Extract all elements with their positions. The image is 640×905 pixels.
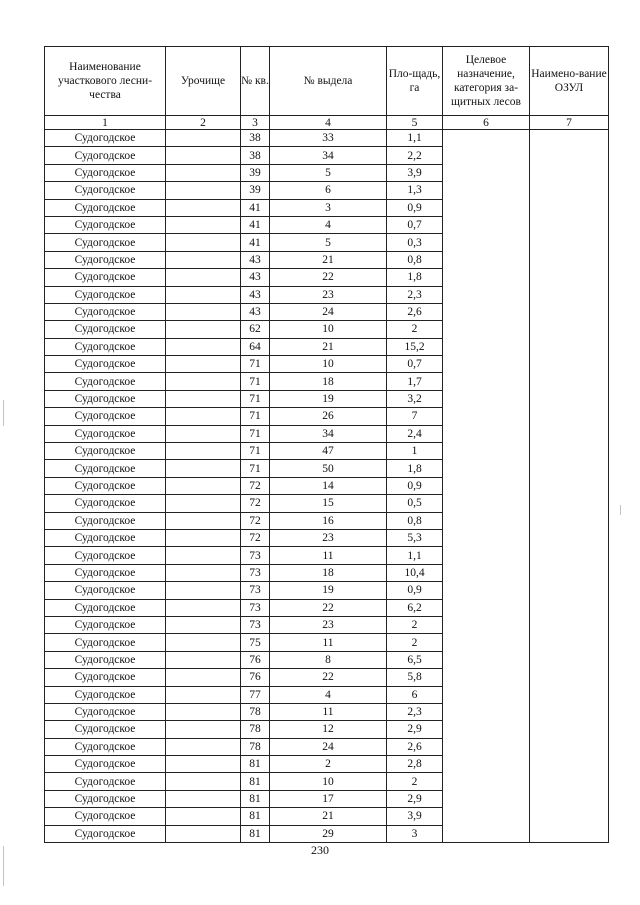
cell-area: 5,3 [387, 529, 443, 546]
cell-tract [166, 808, 241, 825]
cell-tract [166, 130, 241, 147]
cell-tract [166, 338, 241, 355]
cell-tract [166, 756, 241, 773]
cell-forestry-name: Судогодское [45, 669, 166, 686]
cell-quarter-number: 41 [241, 234, 270, 251]
cell-allotment-number: 18 [270, 373, 387, 390]
cell-quarter-number: 73 [241, 547, 270, 564]
cell-quarter-number: 71 [241, 425, 270, 442]
cell-allotment-number: 10 [270, 356, 387, 373]
cell-allotment-number: 19 [270, 390, 387, 407]
cell-tract [166, 634, 241, 651]
cell-allotment-number: 19 [270, 582, 387, 599]
cell-area: 6,2 [387, 599, 443, 616]
cell-allotment-number: 22 [270, 669, 387, 686]
cell-quarter-number: 62 [241, 321, 270, 338]
cell-forestry-name: Судогодское [45, 443, 166, 460]
cell-area: 2 [387, 634, 443, 651]
cell-forestry-name: Судогодское [45, 199, 166, 216]
cell-allotment-number: 21 [270, 808, 387, 825]
cell-area: 0,8 [387, 251, 443, 268]
header-area: Пло-щадь, га [387, 47, 443, 116]
cell-area: 3,9 [387, 164, 443, 181]
cell-tract [166, 356, 241, 373]
cell-forestry-name: Судогодское [45, 512, 166, 529]
cell-allotment-number: 3 [270, 199, 387, 216]
scan-edge-mark [620, 505, 621, 515]
cell-purpose-category-blank [443, 130, 530, 843]
cell-forestry-name: Судогодское [45, 599, 166, 616]
cell-forestry-name: Судогодское [45, 721, 166, 738]
table-body [45, 130, 609, 843]
cell-forestry-name: Судогодское [45, 616, 166, 633]
cell-tract [166, 512, 241, 529]
cell-quarter-number: 41 [241, 199, 270, 216]
cell-allotment-number: 23 [270, 616, 387, 633]
cell-forestry-name: Судогодское [45, 408, 166, 425]
cell-quarter-number: 43 [241, 251, 270, 268]
column-number-row [45, 116, 609, 130]
cell-forestry-name: Судогодское [45, 460, 166, 477]
cell-tract [166, 547, 241, 564]
cell-area: 2,9 [387, 790, 443, 807]
cell-quarter-number: 43 [241, 286, 270, 303]
cell-tract [166, 477, 241, 494]
cell-area: 2,8 [387, 756, 443, 773]
cell-forestry-name: Судогодское [45, 269, 166, 286]
cell-quarter-number: 71 [241, 443, 270, 460]
cell-allotment-number: 5 [270, 234, 387, 251]
cell-quarter-number: 38 [241, 147, 270, 164]
cell-forestry-name: Судогодское [45, 303, 166, 320]
cell-forestry-name: Судогодское [45, 756, 166, 773]
cell-allotment-number: 4 [270, 216, 387, 233]
table-header [45, 47, 609, 130]
cell-allotment-number: 47 [270, 443, 387, 460]
cell-quarter-number: 71 [241, 356, 270, 373]
cell-quarter-number: 78 [241, 721, 270, 738]
cell-area: 1 [387, 443, 443, 460]
cell-area: 0,9 [387, 582, 443, 599]
cell-area: 2,4 [387, 425, 443, 442]
cell-tract [166, 147, 241, 164]
cell-area: 2 [387, 321, 443, 338]
cell-forestry-name: Судогодское [45, 147, 166, 164]
cell-forestry-name: Судогодское [45, 477, 166, 494]
cell-quarter-number: 41 [241, 216, 270, 233]
cell-area: 1,1 [387, 547, 443, 564]
cell-allotment-number: 26 [270, 408, 387, 425]
cell-quarter-number: 81 [241, 756, 270, 773]
cell-tract [166, 425, 241, 442]
cell-quarter-number: 72 [241, 495, 270, 512]
cell-area: 3,9 [387, 808, 443, 825]
cell-tract [166, 582, 241, 599]
cell-forestry-name: Судогодское [45, 686, 166, 703]
cell-area: 1,1 [387, 130, 443, 147]
cell-tract [166, 373, 241, 390]
cell-quarter-number: 71 [241, 373, 270, 390]
header-forestry-name: Наименование участкового лесни-чества [45, 47, 166, 116]
cell-forestry-name: Судогодское [45, 529, 166, 546]
cell-quarter-number: 72 [241, 477, 270, 494]
cell-allotment-number: 4 [270, 686, 387, 703]
cell-allotment-number: 17 [270, 790, 387, 807]
cell-area: 0,8 [387, 512, 443, 529]
cell-forestry-name: Судогодское [45, 373, 166, 390]
cell-allotment-number: 24 [270, 738, 387, 755]
cell-forestry-name: Судогодское [45, 390, 166, 407]
cell-tract [166, 616, 241, 633]
header-tract: Урочище [166, 47, 241, 116]
cell-area: 7 [387, 408, 443, 425]
cell-forestry-name: Судогодское [45, 216, 166, 233]
cell-allotment-number: 34 [270, 425, 387, 442]
cell-area: 5,8 [387, 669, 443, 686]
cell-area: 2,9 [387, 721, 443, 738]
cell-quarter-number: 81 [241, 825, 270, 842]
cell-area: 1,3 [387, 182, 443, 199]
cell-tract [166, 269, 241, 286]
cell-allotment-number: 33 [270, 130, 387, 147]
cell-quarter-number: 71 [241, 408, 270, 425]
column-number: 5 [387, 116, 443, 130]
cell-forestry-name: Судогодское [45, 130, 166, 147]
cell-quarter-number: 38 [241, 130, 270, 147]
cell-tract [166, 651, 241, 668]
cell-tract [166, 495, 241, 512]
cell-tract [166, 721, 241, 738]
cell-area: 15,2 [387, 338, 443, 355]
cell-area: 0,7 [387, 356, 443, 373]
cell-allotment-number: 6 [270, 182, 387, 199]
cell-forestry-name: Судогодское [45, 547, 166, 564]
cell-tract [166, 460, 241, 477]
cell-forestry-name: Судогодское [45, 251, 166, 268]
column-number: 3 [241, 116, 270, 130]
cell-area: 2,3 [387, 286, 443, 303]
cell-forestry-name: Судогодское [45, 164, 166, 181]
cell-allotment-number: 21 [270, 251, 387, 268]
cell-quarter-number: 72 [241, 512, 270, 529]
cell-quarter-number: 43 [241, 269, 270, 286]
cell-allotment-number: 14 [270, 477, 387, 494]
cell-area: 2 [387, 616, 443, 633]
cell-tract [166, 251, 241, 268]
scan-edge-mark [3, 846, 4, 886]
cell-forestry-name: Судогодское [45, 634, 166, 651]
cell-tract [166, 390, 241, 407]
cell-quarter-number: 64 [241, 338, 270, 355]
cell-quarter-number: 78 [241, 738, 270, 755]
cell-area: 2,2 [387, 147, 443, 164]
page-number: 230 [311, 843, 329, 857]
cell-quarter-number: 71 [241, 460, 270, 477]
cell-tract [166, 216, 241, 233]
cell-allotment-number: 23 [270, 529, 387, 546]
cell-forestry-name: Судогодское [45, 286, 166, 303]
cell-forestry-name: Судогодское [45, 582, 166, 599]
cell-area: 1,8 [387, 460, 443, 477]
cell-quarter-number: 39 [241, 164, 270, 181]
cell-area: 2,6 [387, 303, 443, 320]
forest-allotment-table [44, 46, 609, 843]
cell-area: 0,3 [387, 234, 443, 251]
cell-tract [166, 825, 241, 842]
cell-ozul-name-blank [530, 130, 609, 843]
cell-area: 0,5 [387, 495, 443, 512]
cell-allotment-number: 24 [270, 303, 387, 320]
cell-area: 3,2 [387, 390, 443, 407]
cell-area: 6 [387, 686, 443, 703]
cell-area: 2,6 [387, 738, 443, 755]
cell-quarter-number: 81 [241, 773, 270, 790]
cell-quarter-number: 43 [241, 303, 270, 320]
cell-quarter-number: 73 [241, 616, 270, 633]
cell-tract [166, 790, 241, 807]
cell-tract [166, 182, 241, 199]
cell-tract [166, 703, 241, 720]
cell-quarter-number: 73 [241, 564, 270, 581]
cell-tract [166, 529, 241, 546]
cell-quarter-number: 76 [241, 651, 270, 668]
cell-quarter-number: 81 [241, 790, 270, 807]
cell-area: 0,9 [387, 477, 443, 494]
cell-tract [166, 686, 241, 703]
cell-allotment-number: 22 [270, 269, 387, 286]
cell-forestry-name: Судогодское [45, 790, 166, 807]
cell-quarter-number: 73 [241, 582, 270, 599]
cell-tract [166, 599, 241, 616]
header-quarter-number: № кв. [241, 47, 270, 116]
cell-allotment-number: 8 [270, 651, 387, 668]
cell-forestry-name: Судогодское [45, 564, 166, 581]
header-ozul-name: Наимено-вание ОЗУЛ [530, 47, 609, 116]
cell-quarter-number: 39 [241, 182, 270, 199]
cell-area: 2 [387, 773, 443, 790]
cell-tract [166, 669, 241, 686]
cell-tract [166, 164, 241, 181]
cell-forestry-name: Судогодское [45, 773, 166, 790]
cell-tract [166, 286, 241, 303]
column-number: 2 [166, 116, 241, 130]
cell-allotment-number: 50 [270, 460, 387, 477]
cell-tract [166, 321, 241, 338]
cell-allotment-number: 16 [270, 512, 387, 529]
cell-forestry-name: Судогодское [45, 356, 166, 373]
scan-edge-mark [3, 400, 4, 426]
cell-tract [166, 234, 241, 251]
cell-quarter-number: 75 [241, 634, 270, 651]
cell-forestry-name: Судогодское [45, 703, 166, 720]
cell-tract [166, 773, 241, 790]
table-row [45, 130, 609, 147]
cell-forestry-name: Судогодское [45, 495, 166, 512]
cell-allotment-number: 18 [270, 564, 387, 581]
cell-tract [166, 303, 241, 320]
cell-tract [166, 564, 241, 581]
cell-allotment-number: 21 [270, 338, 387, 355]
cell-allotment-number: 11 [270, 634, 387, 651]
cell-quarter-number: 76 [241, 669, 270, 686]
header-purpose-category: Целевое назначение, категория за-щитных лесов [443, 47, 530, 116]
cell-tract [166, 738, 241, 755]
cell-allotment-number: 15 [270, 495, 387, 512]
cell-quarter-number: 72 [241, 529, 270, 546]
cell-forestry-name: Судогодское [45, 182, 166, 199]
cell-allotment-number: 22 [270, 599, 387, 616]
cell-allotment-number: 34 [270, 147, 387, 164]
cell-tract [166, 443, 241, 460]
cell-forestry-name: Судогодское [45, 338, 166, 355]
cell-area: 3 [387, 825, 443, 842]
column-number: 4 [270, 116, 387, 130]
cell-area: 1,8 [387, 269, 443, 286]
cell-forestry-name: Судогодское [45, 808, 166, 825]
cell-tract [166, 199, 241, 216]
cell-forestry-name: Судогодское [45, 425, 166, 442]
cell-allotment-number: 11 [270, 547, 387, 564]
header-allotment-number: № выдела [270, 47, 387, 116]
cell-area: 0,9 [387, 199, 443, 216]
cell-allotment-number: 10 [270, 773, 387, 790]
cell-forestry-name: Судогодское [45, 651, 166, 668]
cell-allotment-number: 11 [270, 703, 387, 720]
cell-quarter-number: 81 [241, 808, 270, 825]
cell-area: 10,4 [387, 564, 443, 581]
cell-allotment-number: 12 [270, 721, 387, 738]
cell-area: 0,7 [387, 216, 443, 233]
cell-forestry-name: Судогодское [45, 825, 166, 842]
cell-forestry-name: Судогодское [45, 321, 166, 338]
cell-allotment-number: 10 [270, 321, 387, 338]
cell-allotment-number: 5 [270, 164, 387, 181]
cell-tract [166, 408, 241, 425]
cell-area: 2,3 [387, 703, 443, 720]
cell-allotment-number: 29 [270, 825, 387, 842]
column-number: 7 [530, 116, 609, 130]
cell-quarter-number: 73 [241, 599, 270, 616]
cell-allotment-number: 23 [270, 286, 387, 303]
cell-area: 1,7 [387, 373, 443, 390]
column-number: 6 [443, 116, 530, 130]
column-number: 1 [45, 116, 166, 130]
cell-area: 6,5 [387, 651, 443, 668]
cell-quarter-number: 71 [241, 390, 270, 407]
cell-quarter-number: 77 [241, 686, 270, 703]
cell-allotment-number: 2 [270, 756, 387, 773]
header-row [45, 47, 609, 116]
cell-forestry-name: Судогодское [45, 234, 166, 251]
cell-quarter-number: 78 [241, 703, 270, 720]
cell-forestry-name: Судогодское [45, 738, 166, 755]
